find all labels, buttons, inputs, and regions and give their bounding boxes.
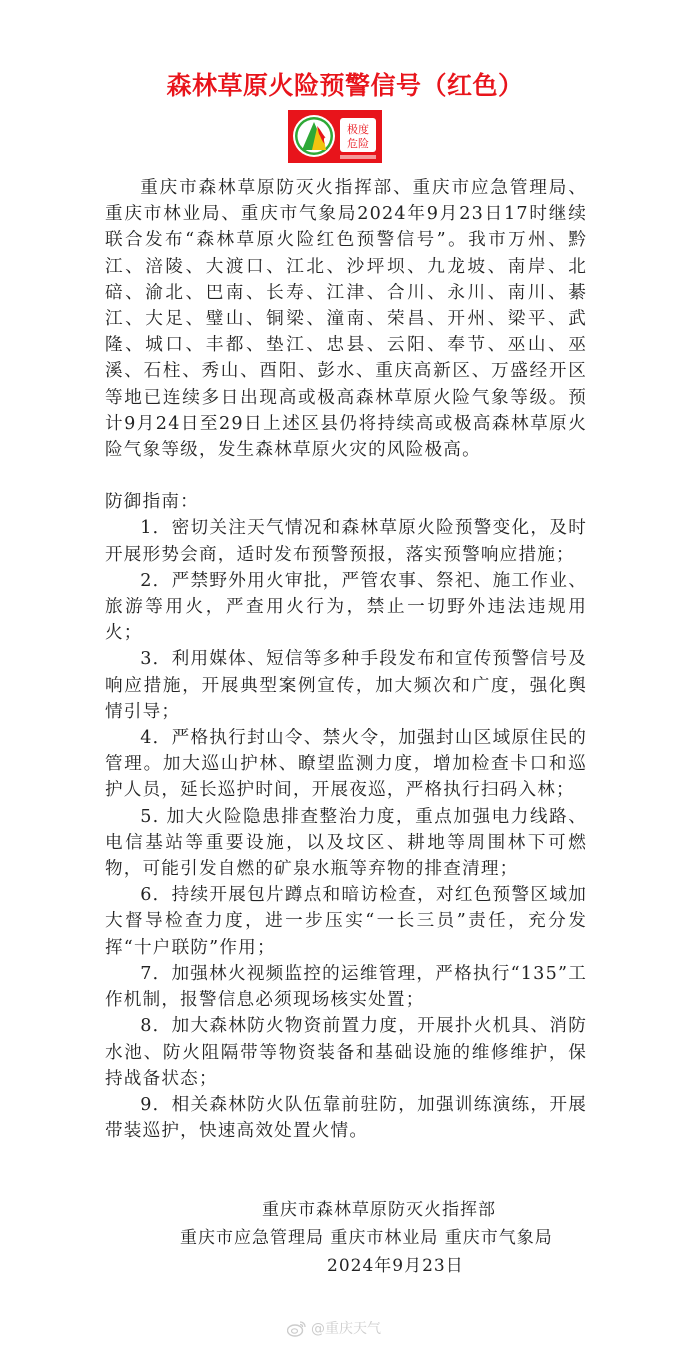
weibo-watermark (287, 1318, 381, 1338)
forest-fire-warning-icon (288, 110, 382, 163)
guide-item-4: 4．严格执行封山令、禁火令，加强封山区域原住民的管理。加大巡山护林、瞭望监测力度，增加检查卡口和巡护人员，延长巡护时间，开展夜巡，严格执行扫码入林； (105, 728, 587, 801)
fire-warning-badge (288, 110, 382, 163)
intro-paragraph: 重庆市森林草原防灭火指挥部、重庆市应急管理局、重庆市林业局、重庆市气象局2024年9月23日17时继续联合发布“森林草原火险红色预警信号”。我市万州、黔江、涪陵、大渡口、江北、沙坪坝、九龙坡、南岸、北碚、渝北、巴南、长寿、江津、合川、永川、南川、綦江、大足、璧山、铜梁、潼南、荣昌、开州、梁平、武隆、城口、丰都、垫江、忠县、云阳、奉节、巫山、巫溪、石柱、秀山、酉阳、彭水、重庆高新区、万盛经开区等地已连续多日出现高或极高森林草原火险气象等级。预计9月24日至29日上述区县仍将持续高或极高森林草原火险气象等级，发生森林草原火灾的风险极高。 (105, 178, 587, 461)
guide-item-6: 6．持续开展包片蹲点和暗访检查，对红色预警区域加大督导检查力度，进一步压实“一长三员”责任，充分发挥“十户联防”作用； (105, 885, 587, 958)
watermark-text: @重庆天气 (311, 1321, 381, 1337)
signature-issuer: 重庆市森林草原防灭火指挥部 (262, 1200, 496, 1220)
guide-item-5: 5. 加大火险隐患排查整治力度，重点加强电力线路、电信基站等重要设施，以及坟区、耕地等周围林下可燃物，可能引发自燃的矿泉水瓶等弃物的排查清理； (105, 806, 587, 880)
guide-item-2: 2．严禁野外用火审批，严管农事、祭祀、施工作业、旅游等用火，严查用火行为，禁止一切野外违法违规用火； (105, 570, 587, 644)
document-body (105, 175, 587, 1144)
guide-item-1: 1．密切关注天气情况和森林草原火险预警变化，及时开展形势会商，适时发布预警预报，落实预警响应措施； (105, 518, 587, 565)
document-title: 森林草原火险预警信号（红色） (166, 71, 524, 100)
guide-item-8: 8．加大森林防火物资前置力度，开展扑火机具、消防水池、防火阻隔带等物资装备和基础设施的维修维护，保持战备状态； (105, 1016, 587, 1089)
badge-label-line1: 极度 (347, 123, 369, 136)
guide-heading: 防御指南： (105, 492, 199, 513)
signature-date: 2024年9月23日 (327, 1256, 464, 1276)
guide-item-3: 3．利用媒体、短信等多种手段发布和宣传预警信号及响应措施，开展典型案例宣传，加大频次和广度，强化舆情引导； (105, 649, 587, 722)
guide-item-7: 7．加强林火视频监控的运维管理，严格执行“135”工作机制，报警信息必须现场核实处置； (105, 963, 587, 1011)
signature-agencies: 重庆市应急管理局 重庆市林业局 重庆市气象局 (180, 1228, 553, 1248)
badge-label-line2: 危险 (347, 137, 369, 150)
guide-item-9: 9．相关森林防火队伍靠前驻防，加强训练演练，开展带装巡护，快速高效处置火情。 (105, 1094, 587, 1142)
weibo-icon (287, 1320, 307, 1337)
